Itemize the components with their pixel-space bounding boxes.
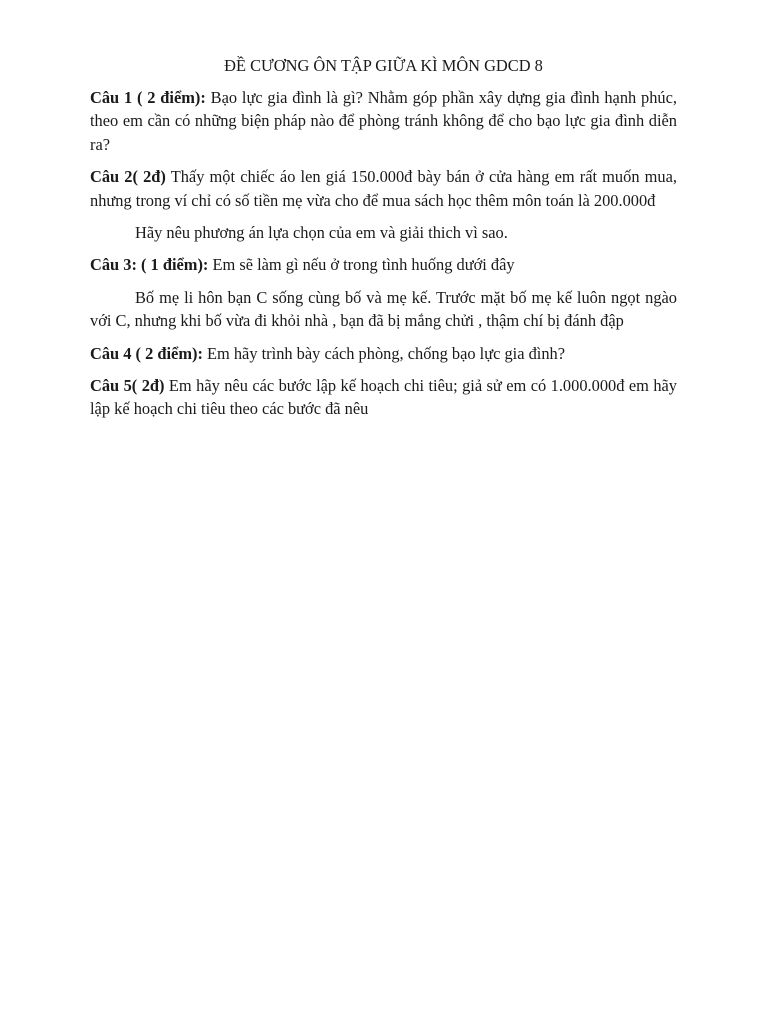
question-4-label: Câu 4 ( 2 điểm):	[90, 343, 203, 363]
question-5	[90, 374, 677, 421]
document-page	[90, 52, 677, 430]
question-1	[90, 86, 677, 156]
document-title: ĐỀ CƯƠNG ÔN TẬP GIỮA KÌ MÔN GDCD 8	[224, 56, 543, 75]
question-2-label: Câu 2( 2đ)	[90, 167, 166, 187]
question-5-text: Em hãy nêu các bước lập kế hoạch chi tiêu; giả sử em có 1.000.000đ em hãy lập kế hoạch chi tiêu theo các bước đã nêu	[90, 376, 677, 419]
question-5-label: Câu 5( 2đ)	[90, 376, 165, 396]
question-2-extra: Hãy nêu phương án lựa chọn của em và giải thich vì sao.	[135, 223, 508, 243]
question-1-label: Câu 1 ( 2 điểm):	[90, 88, 206, 107]
question-3	[90, 253, 677, 276]
question-3-text: Em sẽ làm gì nếu ở trong tình huống dưới đây	[208, 255, 515, 275]
question-2-text: Thấy một chiếc áo len giá 150.000đ bày bán ở cửa hàng em rất muốn mua, nhưng trong ví chỉ có số tiền mẹ vừa cho để mua sách học thêm môn toán là 200.000đ	[90, 167, 677, 210]
question-1-text: Bạo lực gia đình là gì? Nhằm góp phần xây dựng gia đình hạnh phúc, theo em cần có những biện pháp nào để phòng tránh không để cho bạo lực gia đình diễn ra?	[90, 88, 678, 154]
question-3-scenario: Bố mẹ li hôn bạn C sống cùng bố và mẹ kế. Trước mặt bố mẹ kế luôn ngọt ngào với C, nhưng khi bố vừa đi khỏi nhà , bạn đã bị mắng chửi , thậm chí bị đánh đập	[90, 287, 677, 331]
question-4	[90, 342, 677, 365]
question-2	[90, 165, 677, 212]
question-3-label: Câu 3: ( 1 điểm):	[90, 255, 209, 275]
question-4-text: Em hãy trình bày cách phòng, chống bạo lực gia đình?	[202, 343, 565, 363]
